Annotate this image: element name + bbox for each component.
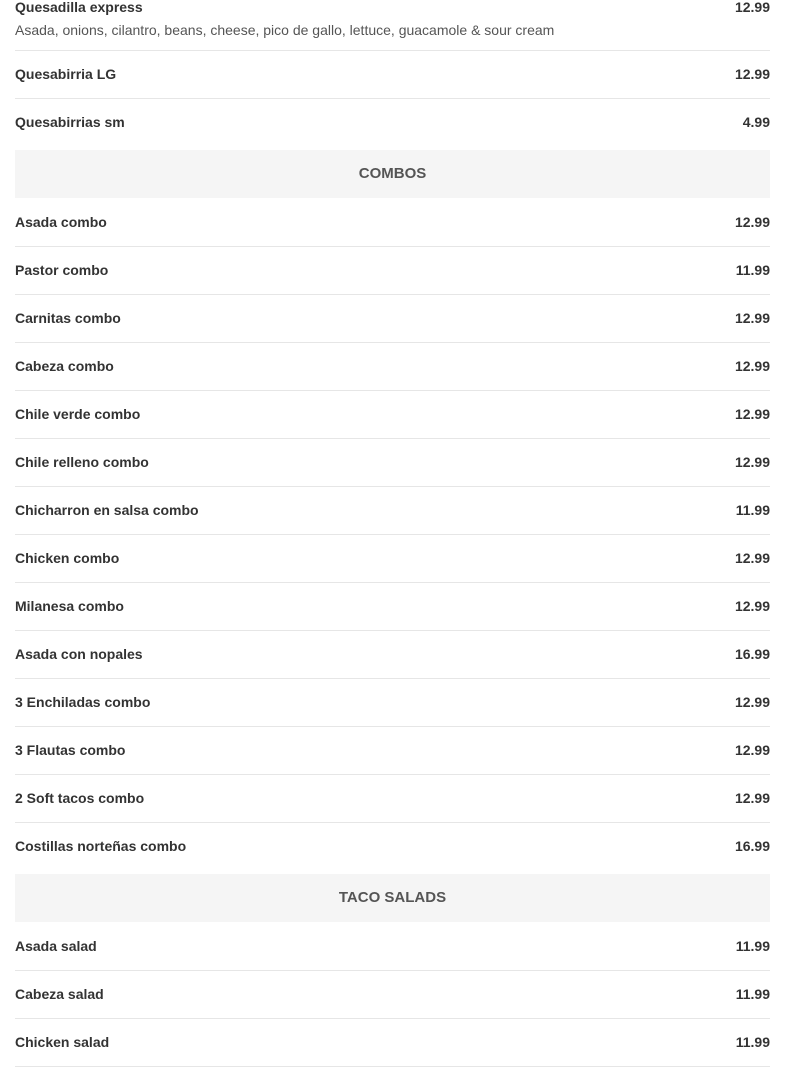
item-name: Cabeza salad [15, 986, 104, 1002]
menu-item[interactable] [15, 631, 770, 679]
item-name: Costillas norteñas combo [15, 838, 187, 854]
section-header-combos [15, 150, 770, 198]
item-price: 11.99 [735, 986, 770, 1002]
menu-item[interactable] [15, 679, 770, 727]
item-price: 12.99 [734, 694, 770, 710]
item-name: Milanesa combo [15, 598, 124, 614]
menu-item[interactable] [15, 923, 770, 971]
item-name: Cabeza combo [15, 358, 114, 374]
menu-item[interactable] [15, 247, 770, 295]
item-price: 11.99 [735, 502, 770, 518]
menu-item[interactable] [15, 775, 770, 823]
item-name: Chile relleno combo [15, 454, 149, 470]
item-name: Chicken salad [15, 1034, 110, 1050]
item-name: Asada combo [15, 214, 107, 230]
section-title: TACO SALADS [338, 889, 447, 906]
item-price: 12.99 [734, 742, 770, 758]
menu-item[interactable] [15, 487, 770, 535]
item-name: Chicken combo [15, 550, 120, 566]
item-name: 3 Enchiladas combo [15, 694, 151, 710]
item-name: Chicharron en salsa combo [15, 502, 199, 518]
item-price: 12.99 [734, 358, 770, 374]
item-price: 16.99 [734, 838, 770, 854]
menu-item[interactable] [15, 51, 770, 99]
item-description: Asada, onions, cilantro, beans, cheese, pico de gallo, lettuce, guacamole & sour cream [15, 22, 555, 38]
menu-item[interactable] [15, 391, 770, 439]
item-name: Chile verde combo [15, 406, 141, 422]
menu-item[interactable] [15, 343, 770, 391]
item-price: 12.99 [734, 406, 770, 422]
section-header-taco-salads [15, 874, 770, 922]
item-name: Pastor combo [15, 262, 109, 278]
item-name: 3 Flautas combo [15, 742, 126, 758]
item-name: Asada con nopales [15, 646, 143, 662]
menu-item[interactable] [15, 971, 770, 1019]
item-name: Quesabirria LG [15, 66, 117, 82]
item-price: 12.99 [734, 214, 770, 230]
item-price: 11.99 [735, 1034, 770, 1050]
item-price: 12.99 [734, 454, 770, 470]
menu-item[interactable] [15, 1019, 770, 1067]
section-title: COMBOS [358, 165, 427, 182]
menu-item[interactable] [15, 823, 770, 872]
item-name: Asada salad [15, 938, 97, 954]
item-name: Quesadilla express [15, 0, 143, 15]
menu-list [15, 0, 770, 1067]
item-price: 11.99 [735, 938, 770, 954]
menu-item[interactable] [15, 0, 770, 51]
menu-item[interactable] [15, 295, 770, 343]
item-price: 12.99 [734, 66, 770, 82]
menu-item[interactable] [15, 727, 770, 775]
menu-item[interactable] [15, 535, 770, 583]
item-price: 12.99 [734, 790, 770, 806]
item-price: 12.99 [734, 598, 770, 614]
item-price: 16.99 [734, 646, 770, 662]
item-price: 11.99 [735, 262, 770, 278]
menu-item[interactable] [15, 439, 770, 487]
menu-item[interactable] [15, 99, 770, 148]
item-name: Quesabirrias sm [15, 114, 125, 130]
item-price: 12.99 [734, 0, 770, 15]
menu-item[interactable] [15, 583, 770, 631]
item-price: 4.99 [742, 114, 770, 130]
item-name: 2 Soft tacos combo [15, 790, 145, 806]
item-price: 12.99 [734, 550, 770, 566]
item-name: Carnitas combo [15, 310, 121, 326]
item-price: 12.99 [734, 310, 770, 326]
menu-item[interactable] [15, 199, 770, 247]
